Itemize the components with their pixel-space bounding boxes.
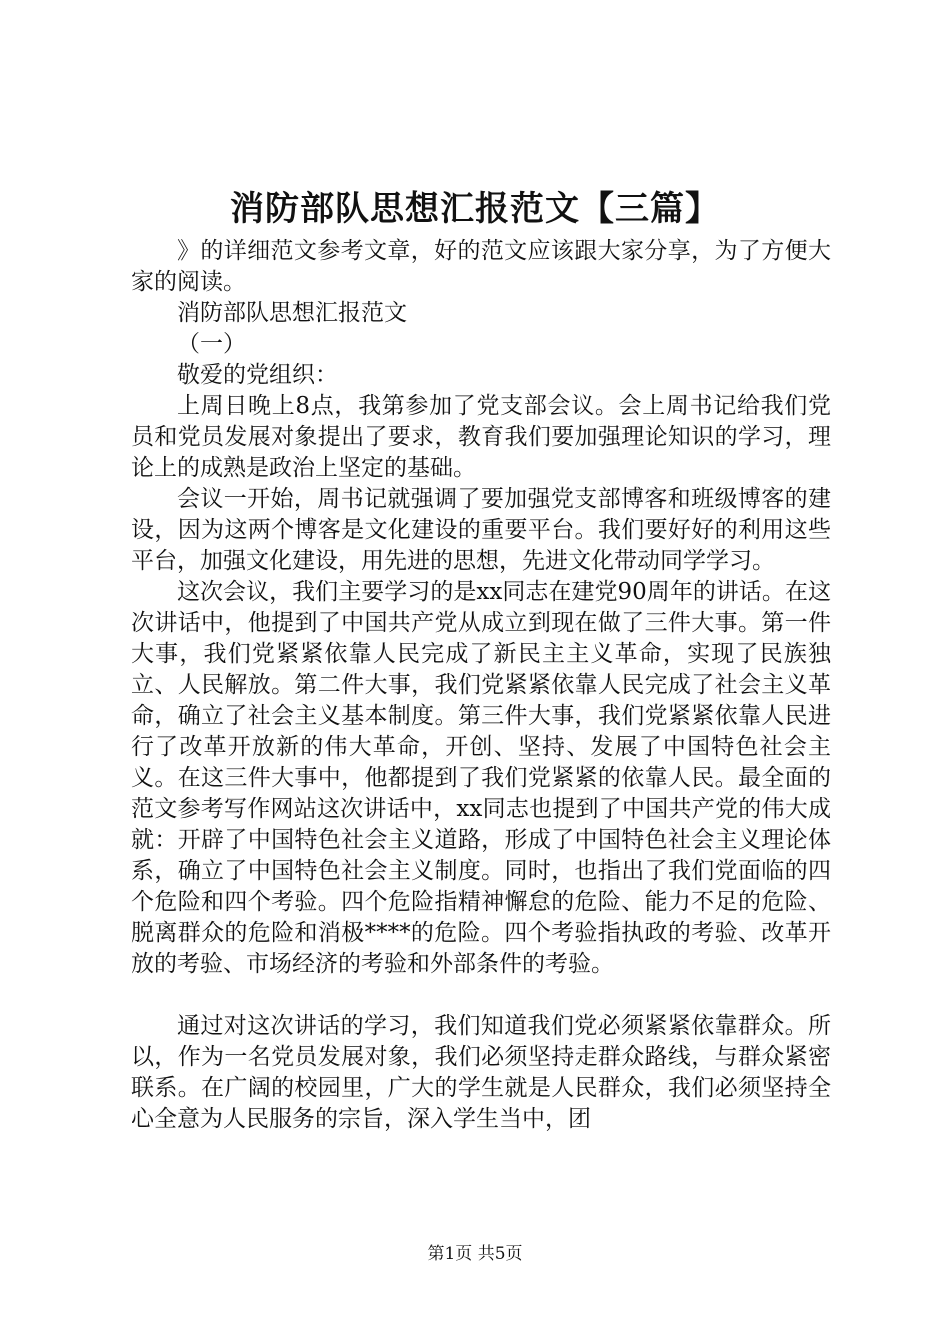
paragraph-spacer — [131, 980, 831, 1011]
salutation: 敬爱的党组织： — [177, 362, 338, 388]
body-paragraph-1: 上周日晚上8点，我第参加了党支部会议。会上周书记给我们党员和党员发展对象提出了要求，教育我们要加强理论知识的学习，理论上的成熟是政治上坚定的基础。 — [131, 393, 831, 481]
document-title: 消防部队思想汇报范文【三篇】 — [230, 189, 720, 229]
body-paragraph-4: 通过对这次讲话的学习，我们知道我们党必须紧紧依靠群众。所以，作为一名党员发展对象，我们必须坚持走群众路线，与群众紧密联系。在广阔的校园里，广大的学生就是人民群众，我们必须坚持全心全意为人民服务的宗旨，深入学生当中，团 — [131, 1013, 831, 1132]
intro-paragraph: 》的详细范文参考文章，好的范文应该跟大家分享，为了方便大家的阅读。 — [131, 238, 831, 295]
section-number: （一） — [177, 331, 246, 357]
body-paragraph-2: 会议一开始，周书记就强调了要加强党支部博客和班级博客的建设，因为这两个博客是文化建设的重要平台。我们要好好的利用这些平台，加强文化建设，用先进的思想，先进文化带动同学学习。 — [131, 486, 831, 574]
document-body — [131, 236, 831, 1135]
section-heading: 消防部队思想汇报范文 — [177, 300, 407, 326]
body-paragraph-3: 这次会议，我们主要学习的是xx同志在建党90周年的讲话。在这次讲话中，他提到了中国共产党从成立到现在做了三件大事。第一件大事，我们党紧紧依靠人民完成了新民主主义革命，实现了民族独立、人民解放。第二件大事，我们党紧紧依靠人民完成了社会主义革命，确立了社会主义基本制度。第三件大事，我们党紧紧依靠人民进行了改革开放新的伟大革命，开创、坚持、发展了中国特色社会主义。在这三件大事中，他都提到了我们党紧紧的依靠人民。最全面的范文参考写作网站这次讲话中，xx同志也提到了中国共产党的伟大成就：开辟了中国特色社会主义道路，形成了中国特色社会主义理论体系，确立了中国特色社会主义制度。同时，也指出了我们党面临的四个危险和四个考验。四个危险指精神懈怠的危险、能力不足的危险、脱离群众的危险和消极****的危险。四个考验指执政的考验、改革开放的考验、市场经济的考验和外部条件的考验。 — [131, 579, 831, 977]
page-footer: 第1页 共5页 — [427, 1244, 523, 1264]
